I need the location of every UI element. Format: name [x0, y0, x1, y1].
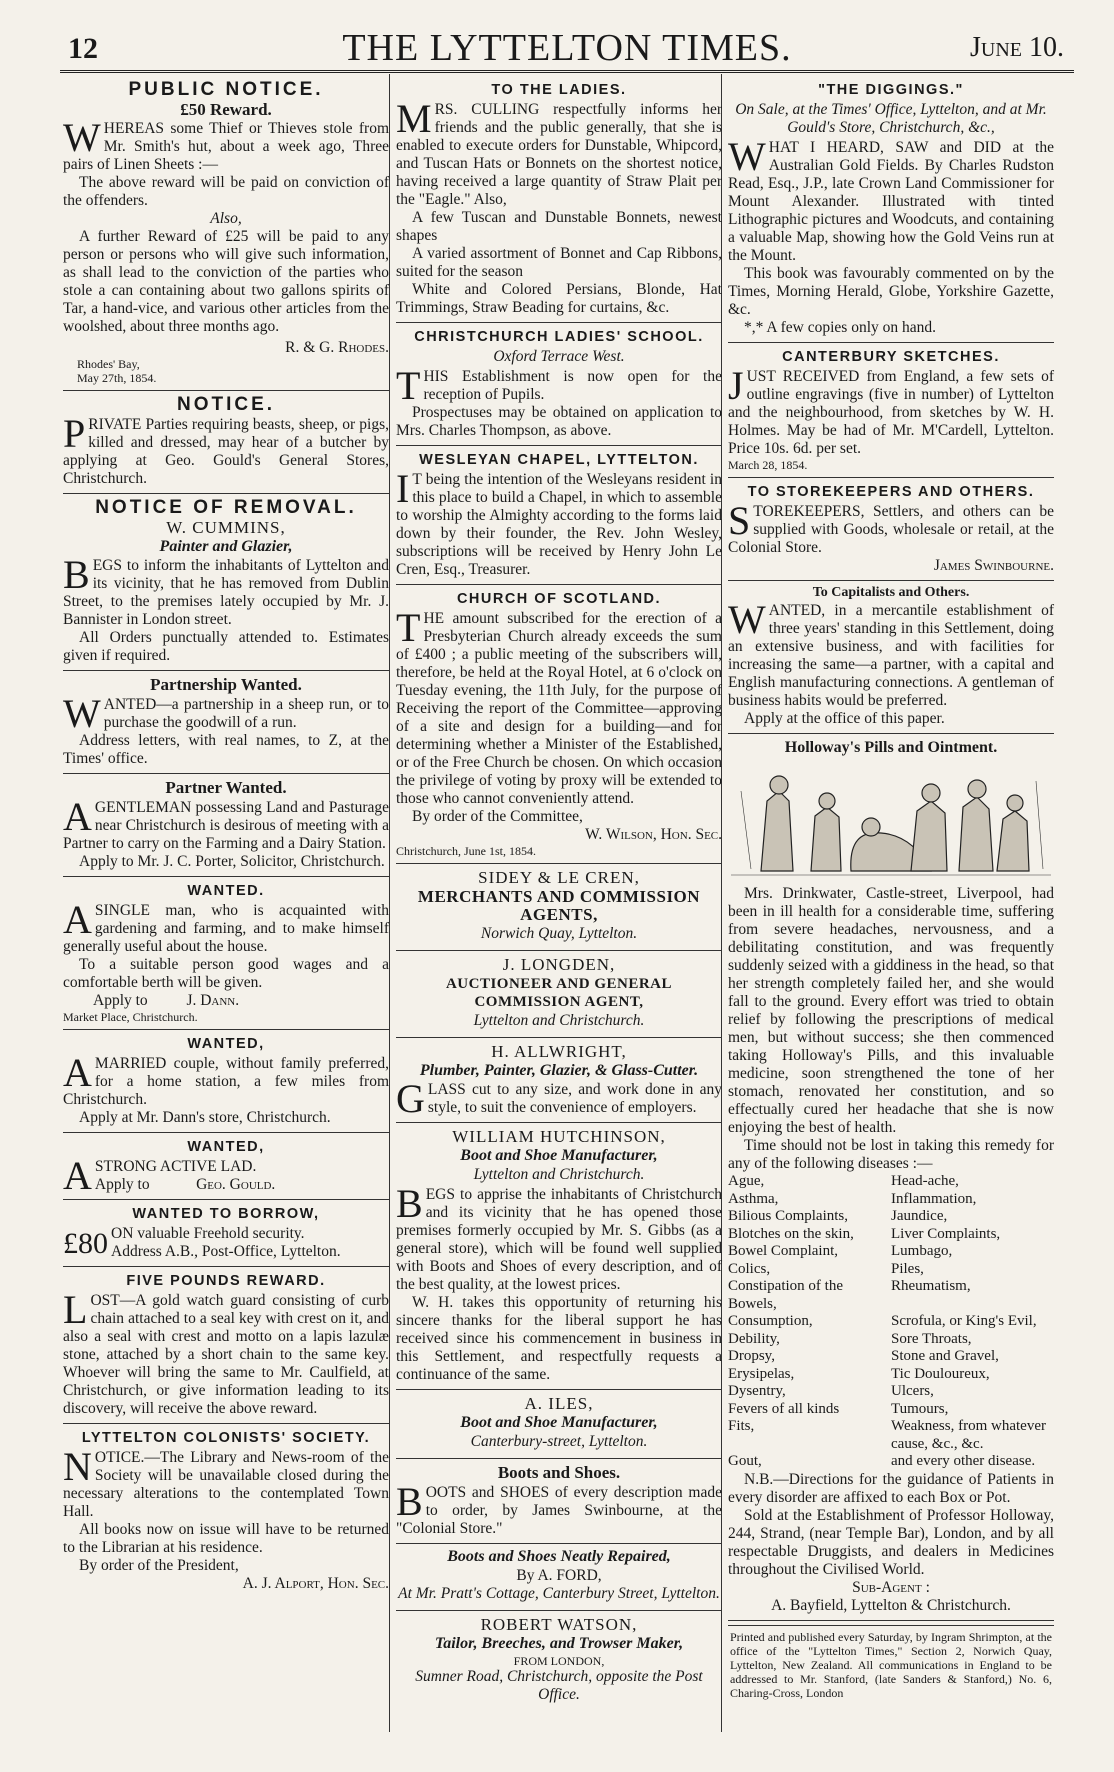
column-divider [389, 74, 390, 1732]
ad-place: At Mr. Pratt's Cottage, Canterbury Street, Lyttelton. [398, 1585, 720, 1602]
disease-item: Tic Douloureux, [891, 1365, 990, 1382]
disease-item: Dysentry, [728, 1383, 786, 1399]
column-3 [728, 76, 1054, 1700]
ad-body: HE amount subscribed for the erection of a Presbyterian Church already exceeds the sum of £400 ; a public meeting of the subscribers will, therefore, be held at the Royal Hotel, at 6 o'clock on Tuesday evening, the 11th July, for the purpose of Receiving the report of the Committee—approving of a site and design for a building—and for determining whether a Minister of the Established, or of the Free Church be chosen. On which occasion the privilege of voting by proxy will be extended to those who cannot conveniently attend. [396, 610, 722, 807]
ad-body: RIVATE Parties requiring beasts, sheep, or pigs, killed and dressed, may hear of a butcher by applying at Geo. Gould's General Stores, Christchurch. [63, 416, 389, 487]
ad-apply: Apply to [94, 1176, 150, 1193]
ad-subheading: £50 Reward. [180, 100, 272, 119]
drop-cap: L [63, 1287, 88, 1332]
ad-body: The above reward will be paid on conviction of the offenders. [63, 174, 389, 209]
ad-heading: Boots and Shoes. [497, 1463, 621, 1482]
ad-notice [63, 391, 389, 494]
drop-cap: S [728, 498, 751, 543]
ad-order: By order of the Committee, [412, 808, 583, 825]
ad-body: ON valuable Freehold security. [111, 1225, 305, 1242]
ad-place: Norwich Quay, Lyttelton. [480, 925, 638, 942]
disease-item: Consumption, [728, 1313, 813, 1329]
drop-cap: B [63, 552, 90, 597]
ad-trade: AUCTIONEER AND GENERAL COMMISSION AGENT, [445, 976, 673, 1010]
ad-heading: TO THE LADIES. [491, 82, 627, 98]
disease-item: Lumbago, [891, 1243, 953, 1259]
ad-body: *,* A few copies only on hand. [744, 319, 937, 336]
ad-subagent-label: Sub-Agent : [852, 1578, 930, 1596]
ad-body: A further Reward of £25 will be paid to any person or persons who will give such information, as shall lead to the conviction of the parties who stole a can containing about two gallons spirits of Tar, a hand-vice, and various other articles from the woolshed, about three months ago. [63, 228, 389, 335]
ad-signature: W. Wilson, Hon. Sec. [585, 826, 722, 843]
ad-body: Apply at the office of this paper. [744, 710, 945, 727]
ad-heading: WANTED, [187, 1139, 265, 1155]
ad-church-of-scotland [396, 585, 722, 864]
ad-apply: Apply to [93, 992, 148, 1009]
ad-body: OOTS and SHOES of every description made to order, by James Swinbourne, at the "Colonial Store." [396, 1484, 722, 1537]
drop-cap: T [396, 605, 421, 650]
disease-item: Inflammation, [891, 1190, 977, 1207]
ad-trade: Boot and Shoe Manufacturer, [460, 1414, 658, 1431]
ad-diggings [728, 76, 1054, 343]
ad-body: HEREAS some Thief or Thieves stole from Mr. Smith's hut, about a week ago, Three pairs of Linen Sheets :— [63, 120, 389, 173]
drop-cap: G [396, 1076, 425, 1121]
ad-heading: WESLEYAN CHAPEL, LYTTELTON. [419, 452, 699, 468]
drop-cap: W [728, 134, 766, 179]
ad-wanted [63, 1133, 389, 1200]
disease-item: Dropsy, [728, 1348, 775, 1364]
disease-item: Gout, [728, 1453, 762, 1469]
ad-name: W. CUMMINS, [166, 518, 286, 537]
page-number: 12 [68, 32, 98, 65]
ad-body: GENTLEMAN possessing Land and Pasturage near Christchurch is desirous of meeting with a Partner to carry on the Farming and a Dairy Station. [63, 799, 389, 852]
ad-ladies [396, 76, 722, 323]
ad-heading: LYTTELTON COLONISTS' SOCIETY. [81, 1430, 371, 1446]
ad-body: Sold at the Establishment of Professor Holloway, 244, Strand, (near Temple Bar), London, and by all respectable Druggists, and dealers in Medicines throughout the Civilised World. [728, 1506, 1054, 1578]
ad-name: A. ILES, [524, 1394, 594, 1413]
ad-heading: NOTICE. [176, 394, 276, 415]
disease-item: Ulcers, [891, 1383, 934, 1399]
ad-sidey-le-cren [396, 864, 722, 951]
ad-place: Market Place, Christchurch. [63, 1010, 198, 1024]
ad-partner [63, 774, 389, 877]
ad-heading: CHRISTCHURCH LADIES' SCHOOL. [414, 329, 704, 345]
drop-cap: A [63, 1153, 92, 1198]
drop-cap: P [63, 411, 86, 456]
ad-heading: Partnership Wanted. [150, 675, 302, 694]
ad-body: SINGLE man, who is acquainted with gardening and farming, and to make himself generally useful about the house. [63, 902, 389, 955]
ad-signature: A. J. Alport, Hon. Sec. [242, 1575, 389, 1592]
ad-heading: WANTED TO BORROW, [132, 1206, 320, 1222]
ad-boots-and-shoes [396, 1459, 722, 1544]
disease-item: Bowel Complaint, [728, 1243, 838, 1259]
drop-cap: B [396, 1181, 423, 1226]
drop-cap: W [63, 115, 101, 160]
ad-body: Mrs. Drinkwater, Castle-street, Liverpool, had been in ill health for a considerable time, suffering from severe headaches, nervousness, and a debilitating constitution, and was frequently suddenly seized with a giddiness in the head, so that her strength completely failed her, and she would fall to the ground. Every effort was tried to obtain relief by following the prescriptions of medical men, but without success; she then commenced taking Holloway's Pills, and this invaluable medicine, soon strengthened the tone of her stomach, renovated her constitution, and so effectually cured her headache that she is now enjoying the best of health. [728, 885, 1054, 1136]
ad-from: FROM LONDON, [513, 1654, 605, 1668]
ad-removal [63, 494, 389, 671]
ad-hutchinson [396, 1123, 722, 1390]
ad-body: TOREKEEPERS, Settlers, and others can be supplied with Goods, wholesale or retail, at the Colonial Store. [728, 503, 1054, 556]
drop-cap: N [63, 1444, 92, 1489]
drop-cap: B [396, 1479, 423, 1524]
ad-wesleyan-chapel [396, 446, 722, 585]
ad-body: W. H. takes this opportunity of returning his sincere thanks for the liberal support he has received since his commencement in business in this Settlement, and respectfully requests a continuance of the same. [396, 1294, 722, 1383]
ad-borrow [63, 1200, 389, 1267]
ad-body: RS. CULLING respectfully informs her friends and the public generally, that she is enabled to execute orders for Dunstable, Whipcord, and Tuscan Hats or Bonnets on the shortest notice, having received a large quantity of Straw Plait per the "Eagle." Also, [396, 101, 722, 208]
ad-subheading: On Sale, at the Times' Office, Lyttelton, and at Mr. Gould's Store, Christchurch, &c., [735, 101, 1047, 136]
ad-place: Canterbury-street, Lyttelton. [470, 1433, 648, 1450]
disease-item: Fits, [728, 1418, 755, 1434]
ad-heading: FIVE POUNDS REWARD. [126, 1273, 326, 1289]
drop-cap: A [63, 794, 92, 839]
ad-address: Address A.B., Post-Office, Lyttelton. [111, 1243, 341, 1260]
disease-item: Fevers of all kinds [728, 1400, 840, 1417]
ad-body: OST—A gold watch guard consisting of curb chain attached to a seal key with crest on it, and also a seal with crest and motto on a lapis lazulæ stone, attached by a short chain to the same key. Whoever will bring the same to Mr. Caulfield, at Christchurch, or give information leading to its discovery, will receive the above reward. [63, 1292, 389, 1417]
ad-place: Sumner Road, Christchurch, opposite the Post Office. [415, 1668, 703, 1703]
disease-item: Constipation of the Bowels, [728, 1278, 843, 1312]
ad-body: To a suitable person good wages and a comfortable berth will be given. [63, 956, 389, 991]
disease-item: Rheumatism, [891, 1278, 971, 1294]
disease-item: Asthma, [728, 1190, 779, 1207]
ad-storekeepers [728, 478, 1054, 581]
ad-trade: MERCHANTS AND COMMISSION AGENTS, [417, 887, 701, 924]
ad-repairs [396, 1544, 722, 1611]
ad-heading: Boots and Shoes Neatly Repaired, [447, 1548, 671, 1565]
woodcut-figures-icon [728, 761, 1054, 879]
ad-heading: Partner Wanted. [165, 778, 287, 797]
ad-capitalists [728, 581, 1054, 734]
ad-body: EGS to inform the inhabitants of Lyttelton and its vicinity, that he has removed from Dublin Street, to the premises lately occupied by Mr. J. Bannister in London street. [63, 557, 389, 628]
disease-item: Erysipelas, [728, 1365, 795, 1382]
ad-heading: "THE DIGGINGS." [818, 82, 964, 98]
drop-cap: I [396, 466, 410, 511]
column-2 [396, 76, 722, 1711]
ad-trade: Tailor, Breeches, and Trowser Maker, [434, 1635, 684, 1652]
disease-item: Liver Complaints, [891, 1225, 1001, 1242]
ad-name: H. ALLWRIGHT, [491, 1042, 627, 1061]
ad-body: HAT I HEARD, SAW and DID at the Australian Gold Fields. By Charles Rudston Read, Esq., J.P., late Crown Land Commissioner for Mount Alexander. Illustrated with tinted Lithographic pictures and Woodcuts, and containing a valuable Map, showing how the Gold Veins run at the Mount. [728, 139, 1054, 264]
ad-body: N.B.—Directions for the guidance of Patients in every disorder are affixed to each Box or Pot. [728, 1470, 1054, 1506]
ad-body: LASS cut to any size, and work done in any style, to suit the convenience of employers. [427, 1081, 722, 1116]
ad-allwright [396, 1038, 722, 1123]
ad-name: ROBERT WATSON, [480, 1615, 638, 1634]
ad-heading: TO STOREKEEPERS AND OTHERS. [747, 484, 1035, 500]
ad-heading: To Capitalists and Others. [812, 585, 970, 600]
imprint: Printed and published every Saturday, by Ingram Shrimpton, at the office of the "Lyttelton Times," Section 2, Norwich Quay, Lyttelton, New Zealand. All communications in England to be addressed to Mr. Stanford, (late Sanders & Stanford,) No. 6, Charing-Cross, London [728, 1625, 1054, 1700]
ad-trade: Boot and Shoe Manufacturer, [460, 1147, 658, 1164]
disease-item: Bilious Complaints, [728, 1208, 849, 1224]
ad-iles [396, 1390, 722, 1459]
issue-date: June 10. [970, 32, 1064, 63]
ad-subagent: A. Bayfield, Lyttelton & Christchurch. [771, 1596, 1011, 1614]
ad-heading: WANTED. [187, 883, 265, 899]
disease-item: Blotches on the skin, [728, 1225, 854, 1242]
drop-cap: M [396, 96, 432, 141]
ad-body: This book was favourably commented on by the Times, Morning Herald, Globe, Yorkshire Gazette, &c. [728, 265, 1054, 318]
ad-heading: NOTICE OF REMOVAL. [95, 497, 357, 518]
ad-signature: Geo. Gould. [196, 1176, 276, 1193]
ad-body: HIS Establishment is now open for the reception of Pupils. [423, 368, 722, 403]
ad-date: Christchurch, June 1st, 1854. [396, 844, 536, 858]
disease-item: Ague, [728, 1173, 765, 1189]
ad-date: May 27th, 1854. [77, 371, 157, 385]
ad-body: Address letters, with real names, to Z, at the Times' office. [63, 732, 389, 767]
ad-body: T being the intention of the Wesleyans resident in this place to build a Chapel, in which to assemble to worship the Almighty according to the forms laid down by their founder, the Rev. John Wesley, subscriptions will be received by Henry John Le Cren, Esq., Treasurer. [396, 471, 722, 578]
ad-body: EGS to apprise the inhabitants of Christchurch and its vicinity that he has opened those premises formerly occupied by Mr. S. Gibbs (as a general store), which will be found well supplied with Boots and Shoes of every description, and of the best quality, at the lowest prices. [396, 1186, 722, 1293]
ad-body: Time should not be lost in taking this remedy for any of the following diseases :— [728, 1137, 1054, 1172]
drop-cap: W [63, 691, 101, 736]
ad-body: Apply to Mr. J. C. Porter, Solicitor, Christchurch. [79, 853, 385, 870]
ad-body: ANTED—a partnership in a sheep run, or to purchase the goodwill of a run. [103, 696, 389, 731]
ad-body: Prospectuses may be obtained on application to Mrs. Charles Thompson, as above. [396, 404, 722, 439]
ad-heading: Holloway's Pills and Ointment. [784, 739, 998, 756]
ad-partnership [63, 671, 389, 774]
disease-item: Stone and Gravel, [891, 1348, 999, 1364]
ad-body: All Orders punctually attended to. Estimates given if required. [63, 629, 389, 664]
drop-cap: A [63, 1050, 92, 1095]
disease-item: Tumours, [891, 1400, 949, 1417]
ad-order: By order of the President, [79, 1557, 239, 1574]
ad-wanted [63, 1030, 389, 1133]
ad-body: MARRIED couple, without family preferred, for a home station, a few miles from Christchurch. [63, 1055, 389, 1108]
ad-name: WILLIAM HUTCHINSON, [452, 1127, 666, 1146]
drop-cap: J [728, 363, 744, 408]
ad-body: OTICE.—The Library and News-room of the Society will be unavailable closed during the necessary alterations to the contemplated Town Hall. [63, 1449, 389, 1520]
ad-public-notice [63, 76, 389, 391]
paper-title: THE LYTTELTON TIMES. [342, 27, 792, 69]
disease-item: Jaundice, [891, 1208, 948, 1224]
ad-wanted [63, 877, 389, 1030]
ad-heading: CHURCH OF SCOTLAND. [456, 591, 662, 607]
ad-body: Also, [210, 210, 242, 227]
ad-longden [396, 951, 722, 1038]
ad-body: STRONG ACTIVE LAD. [94, 1158, 257, 1175]
ad-place: Lyttelton and Christchurch. [473, 1166, 645, 1183]
masthead [60, 18, 1074, 72]
ad-holloway [728, 734, 1054, 1621]
ad-item: A few Tuscan and Dunstable Bonnets, newest shapes [396, 209, 722, 244]
ad-ladies-school [396, 323, 722, 446]
ad-place: Rhodes' Bay, [77, 357, 140, 371]
ad-heading: CANTERBURY SKETCHES. [782, 349, 1000, 365]
ad-name: J. LONGDEN, [502, 955, 616, 974]
disease-item: Colics, [728, 1260, 771, 1277]
ad-heading: WANTED, [187, 1036, 265, 1052]
ad-place: Lyttelton and Christchurch. [473, 1012, 645, 1029]
disease-item: Weakness, from whatever cause, &c., &c. [891, 1418, 1046, 1452]
ad-body: All books now on issue will have to be returned to the Librarian at his residence. [63, 1521, 389, 1556]
ad-canterbury-sketches [728, 343, 1054, 478]
ad-watson [396, 1611, 722, 1711]
ad-signature: James Swinbourne. [933, 557, 1054, 574]
ad-date: March 28, 1854. [728, 458, 808, 472]
ad-body: UST RECEIVED from England, a few sets of outline engravings (five in number) of Lyttelton and the neighbourhood, from sketches by W. H. Holmes. May be had of Mr. M'Cardell, Lyttelton. Price 10s. 6d. per set. [728, 368, 1054, 457]
disease-item: Piles, [891, 1260, 924, 1277]
ad-item: White and Colored Persians, Blonde, Hat Trimmings, Straw Beading for curtains, &c. [396, 281, 722, 316]
woodcut-illustration [728, 761, 1054, 879]
disease-item: Debility, [728, 1330, 780, 1347]
column-1 [63, 76, 389, 1598]
drop-cap: W [728, 597, 766, 642]
ad-subheading: Oxford Terrace West. [493, 348, 625, 365]
drop-cap: A [63, 897, 92, 942]
ad-five-pounds [63, 1267, 389, 1424]
drop-cap: T [396, 363, 421, 408]
ad-signature: J. Dann. [186, 992, 240, 1009]
disease-item: Sore Throats, [891, 1330, 972, 1347]
disease-item: Head-ache, [891, 1173, 959, 1189]
drop-cap: £80 [63, 1227, 108, 1260]
ad-body: ANTED, in a mercantile establishment of three years' standing in this Settlement, doing an extensive business, and with facilities for increasing the same—a partner, with a capital and English manufacturing connections. A gentleman of business habits would be preferred. [728, 602, 1054, 709]
ad-colonists-society [63, 1424, 389, 1598]
disease-item: Scrofula, or King's Evil, [891, 1313, 1037, 1329]
ad-signature: R. & G. Rhodes. [285, 339, 389, 356]
ad-item: A varied assortment of Bonnet and Cap Ribbons, suited for the season [396, 245, 722, 280]
ad-trade: Painter and Glazier, [159, 538, 293, 555]
disease-item: and every other disease. [891, 1453, 1036, 1469]
disease-list [728, 1173, 1054, 1471]
ad-name: SIDEY & LE CREN, [478, 868, 640, 887]
ad-trade: Plumber, Painter, Glazier, & Glass-Cutter. [419, 1062, 699, 1079]
ad-body: Apply at Mr. Dann's store, Christchurch. [79, 1109, 331, 1126]
ad-heading: PUBLIC NOTICE. [128, 79, 324, 100]
ad-name: By A. FORD, [516, 1567, 602, 1584]
